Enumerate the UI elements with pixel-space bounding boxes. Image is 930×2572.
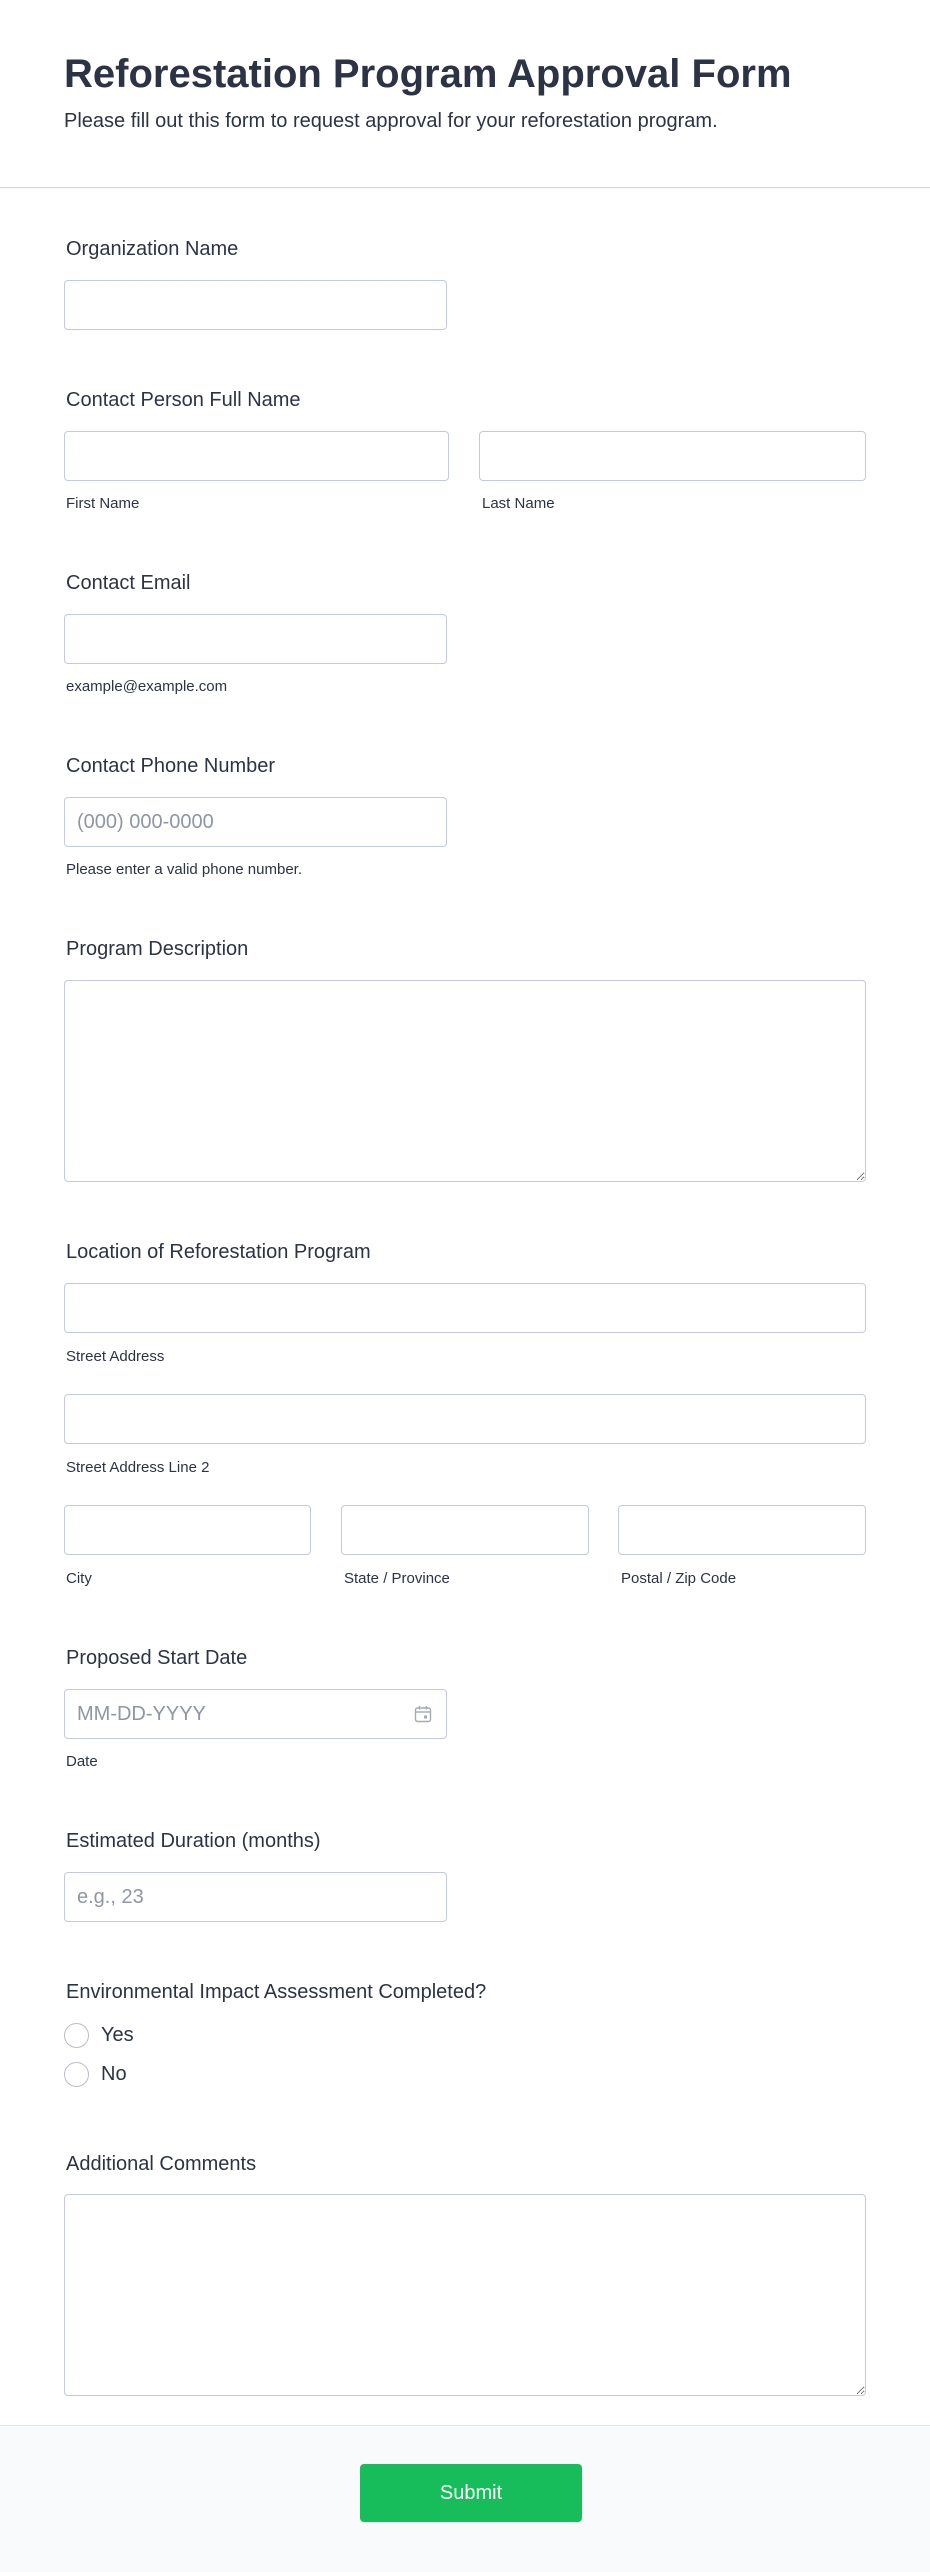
contact-phone-input[interactable] — [64, 797, 447, 847]
radio-label-no: No — [101, 2063, 127, 2085]
street-address-line2-sublabel: Street Address Line 2 — [66, 1459, 210, 1476]
street-address-input[interactable] — [64, 1283, 866, 1333]
email-sublabel: example@example.com — [66, 678, 228, 695]
calendar-icon[interactable] — [414, 1705, 432, 1723]
form-header — [0, 0, 930, 188]
duration-input[interactable] — [64, 1872, 447, 1922]
program-description-textarea[interactable] — [64, 980, 866, 1182]
additional-comments-textarea[interactable] — [64, 2194, 866, 2396]
additional-comments-label: Additional Comments — [66, 2153, 257, 2175]
organization-name-input[interactable] — [64, 280, 447, 330]
radio-option-no[interactable] — [64, 2062, 127, 2087]
street-address-sublabel: Street Address — [66, 1348, 165, 1365]
start-date-label: Proposed Start Date — [66, 1647, 248, 1669]
program-description-label: Program Description — [66, 938, 249, 960]
city-input[interactable] — [64, 1505, 311, 1555]
start-date-sublabel: Date — [66, 1753, 98, 1770]
location-label: Location of Reforestation Program — [66, 1241, 371, 1263]
state-province-input[interactable] — [341, 1505, 589, 1555]
first-name-sublabel: First Name — [66, 495, 140, 512]
last-name-sublabel: Last Name — [482, 495, 555, 512]
radio-label-yes: Yes — [101, 2024, 134, 2046]
start-date-input[interactable] — [64, 1689, 447, 1739]
postal-code-sublabel: Postal / Zip Code — [621, 1570, 737, 1587]
contact-phone-label: Contact Phone Number — [66, 755, 276, 777]
contact-name-label: Contact Person Full Name — [66, 389, 301, 411]
radio-option-yes[interactable] — [64, 2023, 134, 2048]
submit-button[interactable]: Submit — [360, 2464, 582, 2522]
postal-code-input[interactable] — [618, 1505, 866, 1555]
street-address-line2-input[interactable] — [64, 1394, 866, 1444]
organization-name-label: Organization Name — [66, 238, 239, 260]
form-subtitle: Please fill out this form to request approval for your reforestation program. — [64, 110, 718, 132]
phone-sublabel: Please enter a valid phone number. — [66, 861, 302, 878]
first-name-input[interactable] — [64, 431, 449, 481]
duration-label: Estimated Duration (months) — [66, 1830, 321, 1852]
form-title: Reforestation Program Approval Form — [64, 52, 792, 96]
last-name-input[interactable] — [479, 431, 866, 481]
contact-email-label: Contact Email — [66, 572, 191, 594]
radio-button[interactable] — [64, 2023, 89, 2048]
state-province-sublabel: State / Province — [344, 1570, 450, 1587]
radio-button[interactable] — [64, 2062, 89, 2087]
contact-email-input[interactable] — [64, 614, 447, 664]
city-sublabel: City — [66, 1570, 92, 1587]
eia-label: Environmental Impact Assessment Completed? — [66, 1981, 487, 2003]
